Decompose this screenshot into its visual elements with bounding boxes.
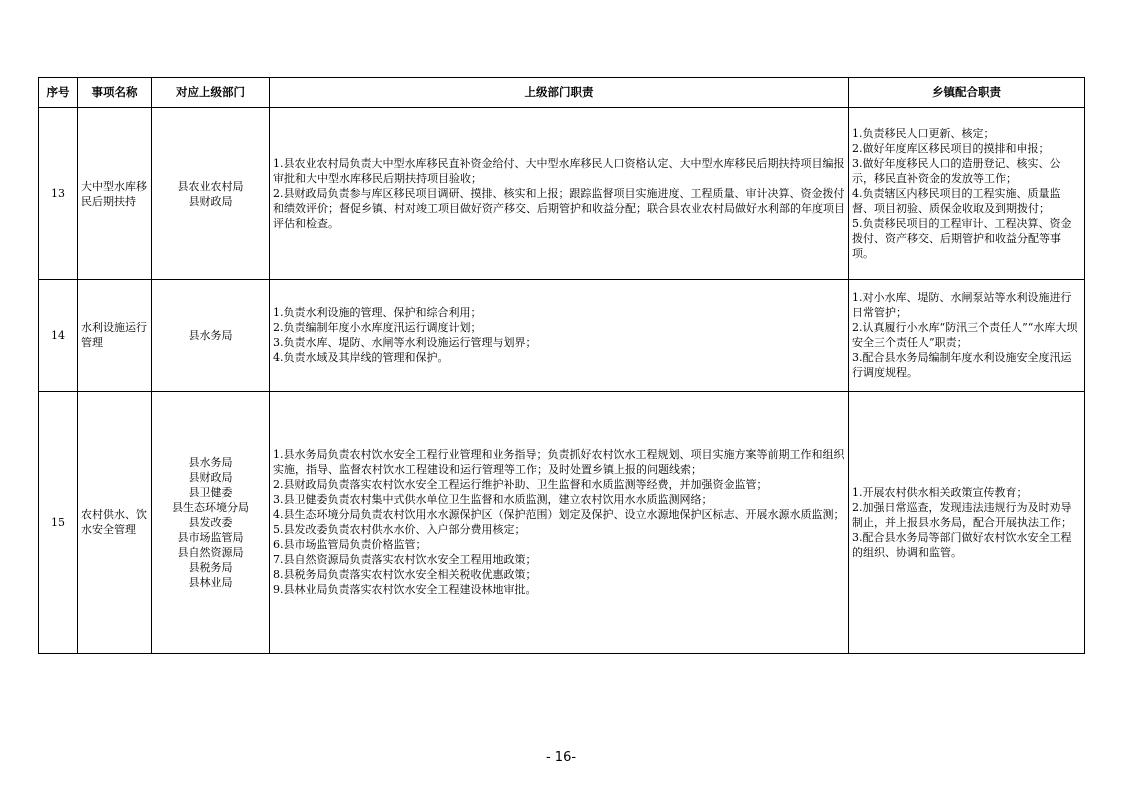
item-name: 水利设施运行管理 xyxy=(78,280,152,391)
duty-line: 7.县自然资源局负责落实农村饮水安全工程用地政策； xyxy=(273,553,537,567)
duty-line: 2.负责编制年度小水库度汛运行调度计划； xyxy=(273,321,482,335)
table-row xyxy=(39,280,1085,391)
duty-line: 2.做好年度库区移民项目的摸排和申报； xyxy=(852,142,1050,156)
duty-line: 2.加强日常巡查，发现违法违规行为及时劝导制止，并上报县水务局，配合开展执法工作； xyxy=(852,500,1072,529)
department-name: 县发改委 xyxy=(188,515,233,529)
duty-line: 2.县财政局负责参与库区移民项目调研、摸排、核实和上报；跟踪监督项目实施进度、工程质量、审计决算、资金拨付和绩效评价；督促乡镇、村对竣工项目做好资产移交、后期管护和收益分配；联合县农业农村局做好水利部的年度项目评估和检查。 xyxy=(273,187,845,231)
upper-departments xyxy=(152,391,270,653)
duty-line: 1.负责水利设施的管理、保护和综合利用； xyxy=(273,306,482,320)
town-duties xyxy=(849,108,1085,280)
department-name: 县林业局 xyxy=(188,575,233,589)
upper-duties xyxy=(270,391,849,653)
header-upper-dept: 对应上级部门 xyxy=(152,78,270,108)
page-number: - 16- xyxy=(545,750,577,765)
duty-line: 5.负责移民项目的工程审计、工程决算、资金拨付、资产移交、后期管护和收益分配等事项。 xyxy=(852,217,1072,261)
duty-line: 1.开展农村供水相关政策宣传教育； xyxy=(852,485,1028,499)
header-upper-duty: 上级部门职责 xyxy=(270,78,849,108)
department-name: 县农业农村局 xyxy=(177,179,244,193)
upper-duties xyxy=(270,280,849,391)
department-name: 县税务局 xyxy=(188,560,233,574)
duty-line: 3.做好年度移民人口的造册登记、核实、公示，移民直补资金的发放等工作； xyxy=(852,157,1061,186)
department-name: 县卫健委 xyxy=(188,485,233,499)
department-name: 县财政局 xyxy=(188,470,233,484)
town-duties xyxy=(849,391,1085,653)
department-name: 县市场监管局 xyxy=(177,530,244,544)
table-row xyxy=(39,108,1085,280)
duty-line: 9.县林业局负责落实农村饮水安全工程建设林地审批。 xyxy=(273,583,537,597)
town-duties xyxy=(849,280,1085,391)
header-seq: 序号 xyxy=(39,78,78,108)
item-name: 大中型水库移民后期扶持 xyxy=(78,108,152,280)
row-number: 15 xyxy=(39,391,78,653)
duty-line: 3.县卫健委负责农村集中式供水单位卫生监督和水质监测，建立农村饮用水水质监测网络； xyxy=(273,493,713,507)
duty-line: 4.县生态环境分局负责农村饮用水水源保护区（保护范围）划定及保护、设立水源地保护区标志、开展水源水质监测； xyxy=(273,508,845,522)
department-name: 县自然资源局 xyxy=(177,545,244,559)
duty-line: 6.县市场监管局负责价格监管； xyxy=(273,538,427,552)
upper-duties xyxy=(270,108,849,280)
duty-line: 3.配合县水务局等部门做好农村饮水安全工程的组织、协调和监管。 xyxy=(852,530,1072,559)
upper-departments xyxy=(152,280,270,391)
duty-line: 1.县水务局负责农村饮水安全工程行业管理和业务指导；负责抓好农村饮水工程规划、项目实施方案等前期工作和组织实施，指导、监督农村饮水工程建设和运行管理等工作；及时处置乡镇上报的问题线索； xyxy=(273,448,845,477)
duty-line: 8.县税务局负责落实农村饮水安全相关税收优惠政策； xyxy=(273,568,537,582)
table-header-row xyxy=(39,78,1085,108)
duty-line: 3.配合县水务局编制年度水利设施安全度汛运行调度规程。 xyxy=(852,351,1072,380)
department-name: 县生态环境分局 xyxy=(172,500,249,514)
upper-departments xyxy=(152,108,270,280)
department-name: 县水务局 xyxy=(188,328,233,342)
duty-line: 1.负责移民人口更新、核定； xyxy=(852,127,995,141)
duty-line: 3.负责水库、堤防、水闸等水利设施运行管理与划界； xyxy=(273,336,537,350)
duty-line: 4.负责水域及其岸线的管理和保护。 xyxy=(273,351,449,365)
item-name: 农村供水、饮水安全管理 xyxy=(78,391,152,653)
duty-line: 4.负责辖区内移民项目的工程实施、质量监督、项目初验、质保金收取及到期拨付； xyxy=(852,187,1061,216)
row-number: 14 xyxy=(39,280,78,391)
duty-line: 2.认真履行小水库“防汛三个责任人”“水库大坝安全三个责任人”职责； xyxy=(852,321,1078,350)
department-name: 县水务局 xyxy=(188,455,233,469)
table-row xyxy=(39,391,1085,653)
row-number: 13 xyxy=(39,108,78,280)
duty-line: 1.对小水库、堤防、水闸泵站等水利设施进行日常管护； xyxy=(852,291,1072,320)
duty-line: 1.县农业农村局负责大中型水库移民直补资金给付、大中型水库移民人口资格认定、大中型水库移民后期扶持项目编报审批和大中型水库移民后期扶持项目验收； xyxy=(273,157,845,186)
duty-table xyxy=(38,77,1085,654)
duty-line: 2.县财政局负责落实农村饮水安全工程运行维护补助、卫生监督和水质监测等经费，并加强资金监管； xyxy=(273,478,768,492)
duty-line: 5.县发改委负责农村供水水价、入户部分费用核定； xyxy=(273,523,526,537)
header-item-name: 事项名称 xyxy=(78,78,152,108)
department-name: 县财政局 xyxy=(188,194,233,208)
header-town-duty: 乡镇配合职责 xyxy=(849,78,1085,108)
